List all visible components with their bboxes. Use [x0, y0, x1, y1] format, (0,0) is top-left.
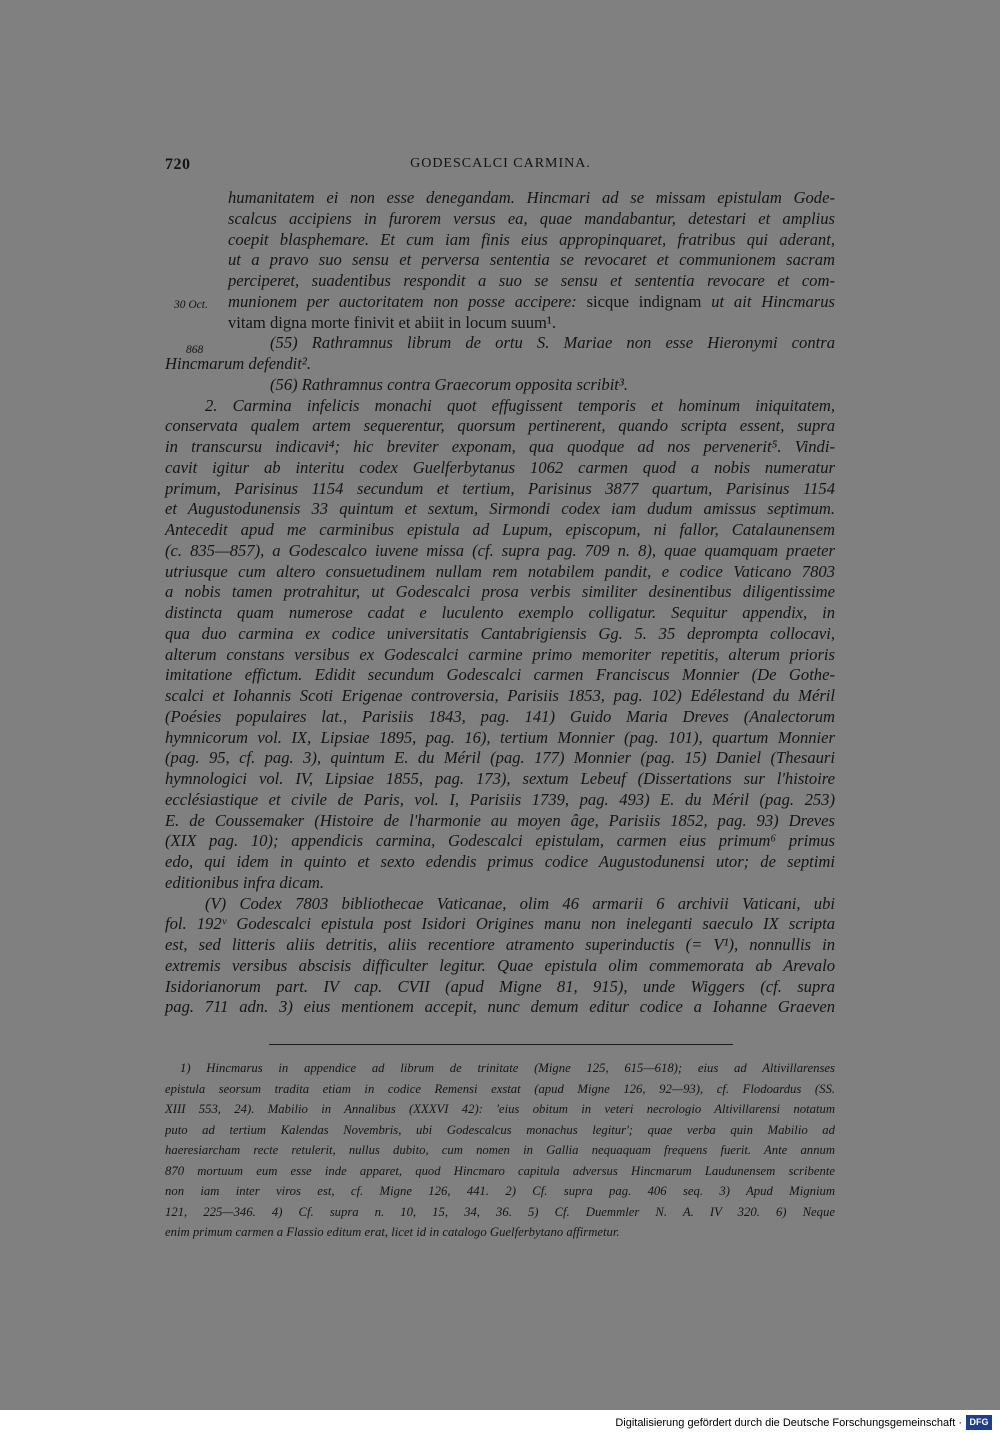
body-line: (XIX pag. 10); appendicis carmina, Godescalci epistulam, carmen eius primum⁶ primus — [165, 831, 835, 851]
body-line: 2. Carmina infelicis monachi quot effugissent temporis et hominum iniquitatem, — [205, 395, 835, 415]
body-line: scalci et Iohannis Scoti Erigenae controversia, Parisiis 1853, pag. 102) Edélestand du Méril — [165, 686, 835, 705]
footnote-line: 121, 225—346. 4) Cf. supra n. 10, 15, 34, 36. 5) Cf. Duemmler N. A. IV 320. 6) Neque — [165, 1204, 835, 1219]
body-line: primum, Parisinus 1154 secundum et tertium, Parisinus 3877 quartum, Parisinus 1154 — [165, 478, 835, 498]
body-line: conservata qualem artem sequerentur, quorsum pertinerent, quando scripta essent, supra — [165, 416, 835, 436]
footnote-line: 870 mortuum eum esse inde apparet, quod Hincmaro capitula adversus Hincmarum Laudunensem scribente — [165, 1163, 835, 1178]
body-line: (pag. 95, cf. pag. 3), quintum E. du Méril (pag. 177) Monnier (pag. 15) Daniel (Thesauri — [165, 748, 835, 768]
body-line: perciperet, suadentibus respondit a suo se sensu et sententia revocare et com- — [228, 271, 835, 290]
body-line — [228, 292, 835, 312]
dfg-logo: DFG — [966, 1415, 992, 1430]
body-line: et Augustodunensis 33 quintum et sextum, Sirmondi codex iam dudum amissus septimum. — [165, 499, 835, 519]
body-line: (55) Rathramnus librum de ortu S. Mariae non esse Hieronymi contra — [270, 333, 835, 353]
footnote-separator — [269, 1044, 733, 1045]
roman-segment: sicque indignam — [576, 291, 712, 311]
body-line: cavit igitur ab interitu codex Guelferbytanus 1062 carmen quod a nobis numeratur — [165, 457, 835, 477]
body-line: editionibus infra dicam. — [165, 872, 325, 892]
body-line: imitatione effictum. Edidit secundum Godescalci carmen Franciscus Monnier (De Gothe- — [165, 665, 835, 685]
body-line: vitam digna morte finivit et abiit in locum suum¹. — [228, 312, 557, 332]
body-line: a nobis tamen protrahitur, ut Godescalci prosa verbis similiter desinentibus diligentissime — [165, 582, 835, 602]
body-line: ut a pravo suo sensu et perversa sententia se revocaret et communionem sacram — [228, 250, 835, 270]
body-line: in transcursu indicavi⁴; hic breviter exponam, qua quodque ad nos pervenerit⁵. Vindi- — [165, 437, 835, 456]
body-line: scalcus accipiens in furorem versus ea, quae mandabantur, detestari et amplius — [228, 208, 835, 228]
body-line: alterum constans versibus ex Godescalci carmine primo memoriter repetitis, alterum prioris — [165, 644, 835, 664]
footnote-line: haeresiarcham recte retulerit, nullus dubito, cum nomen in Gallia nequaquam frequens fuerit. Ante annum — [165, 1143, 835, 1157]
body-line: Antecedit apud me carminibus epistula ad Lupum, episcopum, ni fallor, Catalaunensem — [165, 520, 835, 539]
body-line: extremis versibus abscisis difficulter legitur. Quae epistula olim commemorata ab Arevalo — [165, 955, 835, 975]
body-line: E. de Coussemaker (Histoire de l'harmonie au moyen âge, Parisiis 1852, pag. 93) Dreves — [165, 810, 835, 830]
footer-credit: Digitalisierung gefördert durch die Deutsche Forschungsgemeinschaft · — [615, 1417, 962, 1429]
running-title: GODESCALCI CARMINA. — [410, 156, 591, 171]
body-line: fol. 192ᵛ Godescalci epistula post Isidori Origines manu non ineleganti saeculo IX scripta — [165, 914, 835, 934]
body-line: (56) Rathramnus contra Graecorum opposita scribit³. — [270, 374, 629, 394]
body-line: distincta quam numerose cadat e luculento exemplo colligatur. Sequitur appendix, in — [165, 603, 835, 622]
body-line: est, sed litteris aliis detritis, aliis recentiore atramento superinductis (= V¹), nonnullis in — [165, 935, 835, 954]
footnote-line: puto ad tertium Kalendas Novembris, ubi Godescalcus monachus legitur'; quae verba quin Mabilio ad — [165, 1122, 835, 1137]
margin-note-date: 30 Oct. — [174, 299, 208, 311]
body-line: utriusque cum altero consuetudinem nullam rem notabilem pandit, e codice Vaticano 7803 — [165, 561, 835, 581]
footnote-line: XIII 553, 24). Mabilio in Annalibus (XXXVI 42): 'eius obitum in veteri necrologio Altivillarensi notatum — [165, 1102, 835, 1116]
body-line: Isidorianorum part. IV cap. CVII (apud Migne 81, 915), unde Wiggers (cf. supra — [165, 976, 835, 996]
italic-segment: munionem per auctoritatem non posse accipere: — [228, 291, 577, 311]
body-line: pag. 711 adn. 3) eius mentionem accepit, nunc demum editur codice a Iohanne Graeven — [165, 997, 835, 1017]
footnote-line: enim primum carmen a Flassio editum erat, licet id in catalogo Guelferbytano affirmetur. — [165, 1225, 620, 1239]
body-line: ecclésiastique et civile de Paris, vol. I, Parisiis 1739, pag. 493) E. du Méril (pag. 253) — [165, 789, 835, 809]
footnote-line: non iam inter viros est, cf. Migne 126, 441. 2) Cf. supra pag. 406 seq. 3) Apud Mignium — [165, 1184, 835, 1198]
body-line: (Poésies populaires lat., Parisiis 1843, pag. 141) Guido Maria Dreves (Analectorum — [165, 706, 835, 726]
body-line: edo, qui idem in quinto et sexto edendis primus codice Augustodunensi utor; de septimi — [165, 852, 835, 871]
italic-segment: ut ait Hincmarus — [711, 291, 835, 311]
body-line: hymnicorum vol. IX, Lipsiae 1895, pag. 16), tertium Monnier (pag. 101), quartum Monnier — [165, 727, 835, 747]
footnote-line: 1) Hincmarus in appendice ad librum de trinitate (Migne 125, 615—618); eius ad Altivillarenses — [180, 1061, 835, 1075]
body-line: hymnologici vol. IV, Lipsiae 1855, pag. 173), sextum Lebeuf (Dissertations sur l'histoire — [165, 769, 835, 788]
footnote-line: epistula seorsum tradita etiam in codice Remensi exstat (apud Migne 126, 92—93), cf. Flodoardus (SS. — [165, 1081, 835, 1096]
page-header — [165, 156, 836, 178]
footer-bar — [0, 1410, 1000, 1434]
body-line: coepit blasphemare. Et cum iam finis eius appropinquaret, fratribus qui aderant, — [228, 229, 835, 249]
body-line: humanitatem ei non esse denegandam. Hincmari ad se missam epistulam Gode- — [228, 188, 835, 207]
margin-note-year: 868 — [186, 344, 204, 356]
body-line: (V) Codex 7803 bibliothecae Vaticanae, olim 46 armarii 6 archivii Vaticani, ubi — [205, 893, 835, 913]
body-line: Hincmarum defendit². — [165, 354, 311, 373]
page-number: 720 — [165, 156, 191, 173]
body-line: qua duo carmina ex codice universitatis Cantabrigiensis Gg. 5. 35 deprompta collocavi, — [165, 623, 835, 643]
body-line: (c. 835—857), a Godescalco iuvene missa (cf. supra pag. 709 n. 8), quae quamquam praeter — [165, 540, 835, 560]
